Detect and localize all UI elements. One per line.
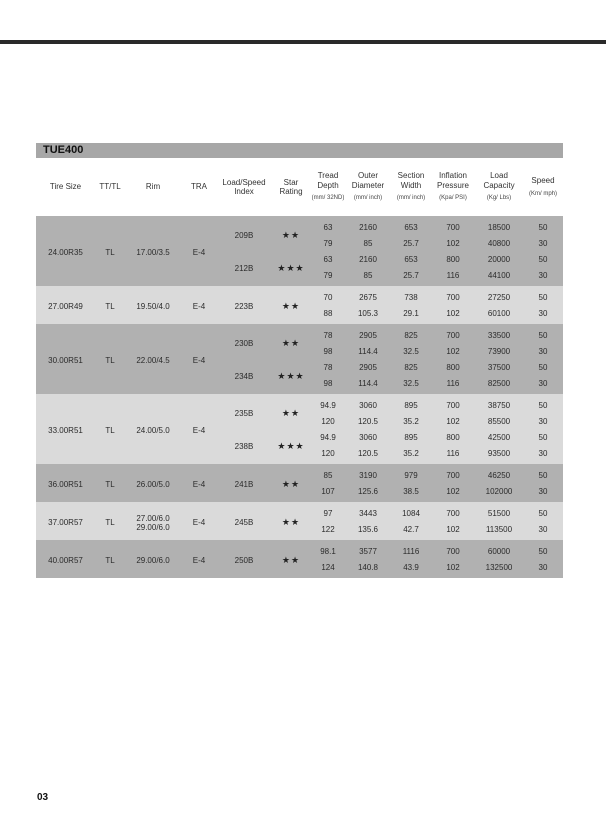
tt-tl-cell: TL [95,464,125,502]
column-header-label: TRA [191,182,207,192]
outer-diameter-cell: 2160 [345,251,391,267]
speed-cell: 50 [523,286,563,305]
tra-cell: E-4 [181,216,217,286]
column-header [523,158,563,216]
inflation-pressure-cell: 700 [431,464,475,483]
inflation-pressure-cell: 700 [431,324,475,343]
rim-cell [125,324,181,394]
section-width-cell: 25.7 [391,267,431,286]
tire-size-cell: 33.00R51 [36,394,95,464]
table-body [36,216,563,578]
column-header [181,158,217,216]
tread-depth-cell: 97 [311,502,345,521]
inflation-pressure-cell: 102 [431,559,475,578]
tire-size-cell: 27.00R49 [36,286,95,324]
table-row [36,540,563,559]
speed-cell: 50 [523,394,563,413]
load-speed-index-cell: 234B [217,359,271,394]
section-width-cell: 1084 [391,502,431,521]
inflation-pressure-cell: 116 [431,267,475,286]
tread-depth-cell: 88 [311,305,345,324]
column-header-unit: (mm/ 32ND) [311,195,345,202]
star-rating-cell: ★★ [271,464,311,502]
outer-diameter-cell: 2905 [345,324,391,343]
speed-cell: 50 [523,216,563,235]
rim-cell [125,540,181,578]
load-speed-index-cell: 212B [217,251,271,286]
tread-depth-cell: 79 [311,267,345,286]
star-rating-cell: ★★ [271,540,311,578]
inflation-pressure-cell: 102 [431,483,475,502]
top-rule [0,40,606,44]
rim-value: 19.50/4.0 [136,302,170,311]
section-width-cell: 1116 [391,540,431,559]
tt-tl-cell: TL [95,502,125,540]
outer-diameter-cell: 3190 [345,464,391,483]
load-speed-index-cell: 241B [217,464,271,502]
speed-cell: 30 [523,483,563,502]
rim-cell [125,502,181,540]
star-rating-cell: ★★ [271,394,311,429]
rim-value: 22.00/4.5 [136,356,170,365]
tread-depth-cell: 98 [311,375,345,394]
speed-cell: 30 [523,445,563,464]
load-capacity-cell: 60100 [475,305,523,324]
speed-cell: 30 [523,413,563,429]
tread-depth-cell: 85 [311,464,345,483]
speed-cell: 50 [523,540,563,559]
rim-value: 29.00/6.0 [136,522,170,532]
rim-value: 29.00/6.0 [136,556,170,565]
speed-cell: 30 [523,375,563,394]
speed-cell: 50 [523,502,563,521]
load-capacity-cell: 51500 [475,502,523,521]
load-capacity-cell: 85500 [475,413,523,429]
inflation-pressure-cell: 102 [431,413,475,429]
outer-diameter-cell: 135.6 [345,521,391,540]
column-header [391,158,431,216]
inflation-pressure-cell: 102 [431,521,475,540]
tra-cell: E-4 [181,324,217,394]
load-speed-index-cell: 250B [217,540,271,578]
load-capacity-cell: 73900 [475,343,523,359]
table-header-row [36,158,563,216]
column-header-label: Inflation Pressure [436,171,469,190]
load-speed-index-cell: 235B [217,394,271,429]
tread-depth-cell: 94.9 [311,394,345,413]
load-capacity-cell: 102000 [475,483,523,502]
section-width-cell: 825 [391,324,431,343]
tread-depth-cell: 63 [311,216,345,235]
tt-tl-cell: TL [95,286,125,324]
inflation-pressure-cell: 102 [431,305,475,324]
section-width-cell: 895 [391,394,431,413]
tire-size-cell: 24.00R35 [36,216,95,286]
tra-cell: E-4 [181,394,217,464]
outer-diameter-cell: 3060 [345,394,391,413]
speed-cell: 30 [523,343,563,359]
tread-depth-cell: 70 [311,286,345,305]
load-capacity-cell: 93500 [475,445,523,464]
rim-value: 17.00/3.5 [136,248,170,257]
tire-size-cell: 30.00R51 [36,324,95,394]
speed-cell: 50 [523,324,563,343]
inflation-pressure-cell: 700 [431,502,475,521]
load-capacity-cell: 42500 [475,429,523,445]
rim-value: 27.00/6.0 [136,513,170,523]
tire-size-cell: 36.00R51 [36,464,95,502]
model-title: TUE400 [36,143,563,158]
column-header-label: Outer Diameter [351,171,385,190]
outer-diameter-cell: 3060 [345,429,391,445]
outer-diameter-cell: 3443 [345,502,391,521]
load-capacity-cell: 20000 [475,251,523,267]
section-width-cell: 38.5 [391,483,431,502]
outer-diameter-cell: 120.5 [345,413,391,429]
section-width-cell: 32.5 [391,343,431,359]
column-header-label: Star Rating [279,177,303,196]
load-speed-index-cell: 230B [217,324,271,359]
star-rating-cell: ★★★ [271,429,311,464]
star-rating-cell: ★★★ [271,359,311,394]
section-width-cell: 653 [391,216,431,235]
table-row [36,502,563,521]
tread-depth-cell: 79 [311,235,345,251]
column-header-unit: (Kg/ Lbs) [486,195,512,202]
load-speed-index-cell: 245B [217,502,271,540]
tra-cell: E-4 [181,464,217,502]
load-capacity-cell: 44100 [475,267,523,286]
column-header [431,158,475,216]
inflation-pressure-cell: 102 [431,343,475,359]
star-rating-cell: ★★ [271,502,311,540]
outer-diameter-cell: 105.3 [345,305,391,324]
table-row [36,394,563,413]
column-header-label: Speed [531,176,555,185]
column-header-label: Tire Size [49,182,82,192]
section-width-cell: 895 [391,429,431,445]
tread-depth-cell: 107 [311,483,345,502]
inflation-pressure-cell: 800 [431,359,475,375]
inflation-pressure-cell: 116 [431,375,475,394]
outer-diameter-cell: 2160 [345,216,391,235]
tread-depth-cell: 124 [311,559,345,578]
inflation-pressure-cell: 700 [431,216,475,235]
column-header [311,158,345,216]
rim-value: 26.00/5.0 [136,480,170,489]
outer-diameter-cell: 85 [345,235,391,251]
tread-depth-cell: 78 [311,359,345,375]
tire-size-cell: 37.00R57 [36,502,95,540]
speed-cell: 50 [523,251,563,267]
column-header [95,158,125,216]
outer-diameter-cell: 125.6 [345,483,391,502]
tt-tl-cell: TL [95,324,125,394]
rim-cell [125,394,181,464]
column-header-label: Tread Depth [317,171,339,190]
section-width-cell: 42.7 [391,521,431,540]
load-capacity-cell: 82500 [475,375,523,394]
table-row [36,324,563,343]
star-rating-cell: ★★ [271,286,311,324]
star-rating-cell: ★★ [271,324,311,359]
load-capacity-cell: 113500 [475,521,523,540]
speed-cell: 30 [523,305,563,324]
load-capacity-cell: 46250 [475,464,523,483]
tread-depth-cell: 122 [311,521,345,540]
table-row [36,464,563,483]
section-width-cell: 653 [391,251,431,267]
load-capacity-cell: 33500 [475,324,523,343]
section-width-cell: 29.1 [391,305,431,324]
tt-tl-cell: TL [95,216,125,286]
speed-cell: 50 [523,359,563,375]
section-width-cell: 738 [391,286,431,305]
inflation-pressure-cell: 700 [431,540,475,559]
tread-depth-cell: 120 [311,413,345,429]
rim-value: 24.00/5.0 [136,426,170,435]
table-row [36,216,563,235]
inflation-pressure-cell: 800 [431,251,475,267]
inflation-pressure-cell: 102 [431,235,475,251]
column-header [36,158,95,216]
tra-cell: E-4 [181,540,217,578]
column-header [475,158,523,216]
inflation-pressure-cell: 700 [431,286,475,305]
inflation-pressure-cell: 116 [431,445,475,464]
rim-cell [125,464,181,502]
section-width-cell: 979 [391,464,431,483]
column-header [271,158,311,216]
tread-depth-cell: 120 [311,445,345,464]
column-header-label: Rim [145,182,161,192]
column-header-unit: (mm/ inch) [353,195,383,202]
tread-depth-cell: 78 [311,324,345,343]
speed-cell: 50 [523,429,563,445]
tra-cell: E-4 [181,502,217,540]
outer-diameter-cell: 85 [345,267,391,286]
rim-cell [125,216,181,286]
section-width-cell: 825 [391,359,431,375]
table-row [36,286,563,305]
tread-depth-cell: 94.9 [311,429,345,445]
column-header-label: Load Capacity [483,171,515,190]
column-header-label: Section Width [397,171,425,190]
star-rating-cell: ★★★ [271,251,311,286]
speed-cell: 30 [523,521,563,540]
speed-cell: 30 [523,235,563,251]
load-capacity-cell: 132500 [475,559,523,578]
page-number: 03 [37,792,49,803]
tread-depth-cell: 98 [311,343,345,359]
section-width-cell: 35.2 [391,445,431,464]
tt-tl-cell: TL [95,394,125,464]
column-header [345,158,391,216]
load-capacity-cell: 38750 [475,394,523,413]
tra-cell: E-4 [181,286,217,324]
column-header-label: TT/TL [99,182,121,192]
outer-diameter-cell: 114.4 [345,343,391,359]
section-width-cell: 35.2 [391,413,431,429]
section-width-cell: 32.5 [391,375,431,394]
inflation-pressure-cell: 800 [431,429,475,445]
spec-table [36,158,563,578]
load-capacity-cell: 37500 [475,359,523,375]
rim-cell [125,286,181,324]
inflation-pressure-cell: 700 [431,394,475,413]
tread-depth-cell: 98.1 [311,540,345,559]
speed-cell: 50 [523,464,563,483]
speed-cell: 30 [523,267,563,286]
tire-size-cell: 40.00R57 [36,540,95,578]
star-rating-cell: ★★ [271,216,311,251]
outer-diameter-cell: 2905 [345,359,391,375]
column-header [217,158,271,216]
tread-depth-cell: 63 [311,251,345,267]
load-speed-index-cell: 223B [217,286,271,324]
outer-diameter-cell: 3577 [345,540,391,559]
load-capacity-cell: 18500 [475,216,523,235]
spec-table-section [36,143,563,578]
tt-tl-cell: TL [95,540,125,578]
load-speed-index-cell: 238B [217,429,271,464]
load-capacity-cell: 60000 [475,540,523,559]
outer-diameter-cell: 140.8 [345,559,391,578]
outer-diameter-cell: 114.4 [345,375,391,394]
column-header-unit: (Km/ mph) [528,190,557,197]
column-header-unit: (mm/ inch) [396,195,426,202]
load-speed-index-cell: 209B [217,216,271,251]
outer-diameter-cell: 120.5 [345,445,391,464]
outer-diameter-cell: 2675 [345,286,391,305]
section-width-cell: 25.7 [391,235,431,251]
column-header [125,158,181,216]
section-width-cell: 43.9 [391,559,431,578]
load-capacity-cell: 27250 [475,286,523,305]
column-header-unit: (Kpa/ PSI) [439,195,467,202]
speed-cell: 30 [523,559,563,578]
load-capacity-cell: 40800 [475,235,523,251]
column-header-label: Load/Speed Index [222,177,266,196]
